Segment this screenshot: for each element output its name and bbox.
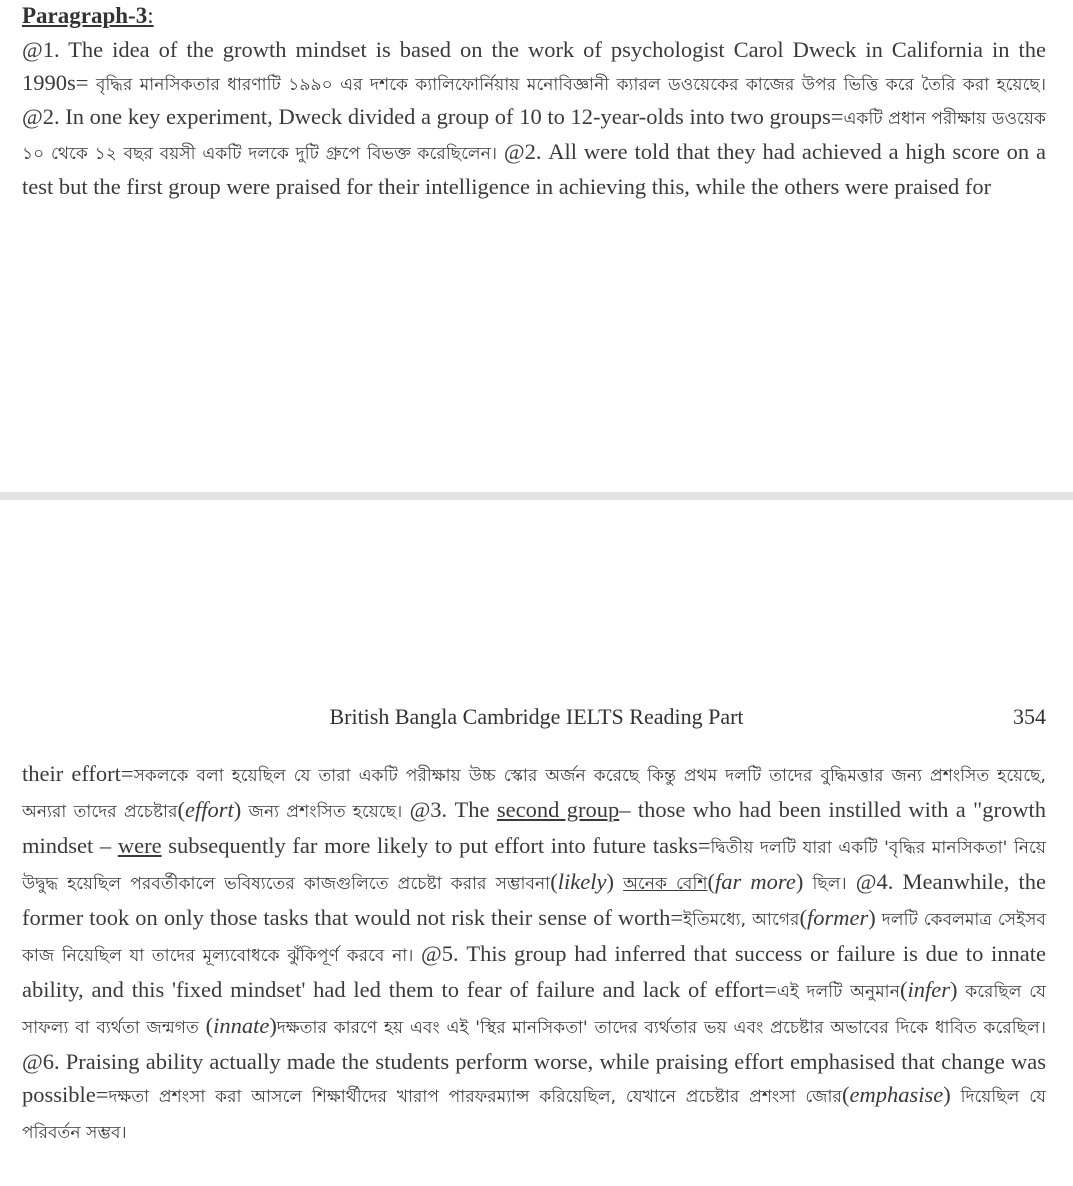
bangla-text-segment: একটি প্রধান পরীক্ষায় ডওয়েক ১০ থেকে ১২ বছর বয়সী একটি দলকে দুটি গ্রুপে বিভক্ত করেছিলেন।: [22, 109, 1046, 165]
english-text-segment: (: [899, 977, 908, 1002]
english-text-segment: @4. Meanwhile, the former took on only those tasks that would not risk their sense of worth=: [22, 869, 1046, 930]
bangla-text-segment: করেছিল যে সাফল্য বা ব্যর্থতা জন্মগত: [22, 982, 1046, 1038]
bangla-text-segment: বৃদ্ধির মানসিকতার ধারণাটি ১৯৯০ এর দশকে ক্যালিফোর্নিয়ায় মনোবিজ্ঞানী ক্যারল ডওয়েকের কাজের উপর ভিত্তি করে তৈরি করা হয়েছে।: [95, 74, 1046, 95]
english-text-segment: @2. In one key experiment, Dweck divided a group of 10 to 12-year-olds into two groups=: [22, 104, 844, 130]
italic-term: innate: [213, 1013, 270, 1038]
english-text-segment: (: [550, 869, 558, 894]
english-text-segment: ): [269, 1013, 277, 1038]
italic-term: effort: [185, 797, 234, 822]
english-text-segment: ): [233, 797, 249, 822]
bangla-text-segment: দ্বিতীয় দলটি যারা একটি 'বৃদ্ধির মানসিকতা' নিয়ে উদ্বুদ্ধ হয়েছিল পরবর্তীকালে ভবিষ্যতের কাজগুলিতে প্রচেষ্টা করার সম্ভাবনা: [22, 838, 1046, 894]
running-title: British Bangla Cambridge IELTS Reading Part: [329, 704, 744, 729]
english-text-segment: @2. All were told that they had achieved a high score on a test but the first group were praised for their intelligence in achieving this, while the others were praised for: [22, 139, 1047, 199]
page-top: [0, 0, 1073, 490]
bangla-text-segment: দলটি কেবলমাত্র সেইসব কাজ নিয়েছিল যা তাদের মূল্যবোধকে ঝুঁকিপূর্ণ করবে না।: [22, 910, 1046, 966]
bangla-text-segment: জন্য প্রশংসিত হয়েছে।: [248, 802, 410, 822]
italic-term: likely: [557, 869, 607, 894]
english-text-segment: (: [841, 1082, 850, 1107]
heading-text: Paragraph-3: [22, 3, 148, 28]
paragraph-body-part1: [22, 34, 1046, 204]
bangla-text-segment: অনেক বেশি: [623, 874, 708, 894]
english-text-segment: @5. This group had inferred that success or failure is due to innate ability, and this 'fixed mindset' had led them to fear of failure and lack of effort=: [22, 941, 1047, 1002]
english-text-segment: @3. The: [409, 797, 497, 822]
paragraph-heading: [22, 3, 154, 29]
english-text-segment: (: [205, 1013, 214, 1038]
english-text-segment: – those who had been instilled with a "growth mindset –: [22, 797, 1046, 858]
bangla-text-segment: দক্ষতা প্রশংসা করা আসলে শিক্ষার্থীদের খারাপ পারফরম্যান্স করিয়েছিল, যেখানে প্রচেষ্টার প্রশংসা জোর: [108, 1087, 842, 1107]
english-text-segment: their effort=: [22, 761, 134, 786]
italic-term: former: [807, 905, 869, 930]
page-divider: [0, 492, 1073, 500]
english-text-segment: @1. The idea of the growth mindset is based on the work of psychologist Carol Dweck in California in the 1990s=: [22, 37, 1046, 95]
heading-colon: :: [147, 3, 154, 28]
english-text-segment: ): [949, 977, 966, 1002]
italic-term: emphasise: [849, 1082, 944, 1107]
english-text-segment: (: [707, 869, 716, 894]
bangla-text-segment: ছিল।: [812, 874, 856, 894]
english-text-segment: (: [799, 905, 808, 930]
english-text-segment: subsequently far more likely to put effort into future tasks=: [161, 833, 711, 858]
bangla-text-segment: এই দলটি অনুমান: [776, 982, 900, 1002]
english-text-segment: @6. Praising ability actually made the students perform worse, while praising effort emphasised that change was possible=: [22, 1049, 1046, 1107]
bangla-text-segment: সকলকে বলা হয়েছিল যে তারা একটি পরীক্ষায় উচ্চ স্কোর অর্জন করেছে কিন্তু প্রথম দলটি তাদের বুদ্ধিমত্তার জন্য প্রশংসিত হয়েছে, অন্যরা তাদের প্রচেষ্টার: [22, 766, 1047, 822]
bangla-text-segment: ইতিমধ্যে, আগের: [683, 910, 800, 930]
page-number: 354: [1013, 704, 1046, 729]
english-text-segment: ): [868, 905, 882, 930]
paragraph-body-part2: [22, 757, 1046, 1150]
underlined-text: second group: [496, 797, 620, 822]
underlined-text: were: [117, 833, 162, 858]
bangla-text-segment: দিয়েছিল যে পরিবর্তন সম্ভব।: [22, 1087, 1046, 1143]
english-text-segment: (: [177, 797, 186, 822]
italic-term: infer: [907, 977, 950, 1002]
english-text-segment: ): [943, 1082, 961, 1107]
english-text-segment: ): [606, 869, 624, 894]
bangla-text-segment: দক্ষতার কারণে হয় এবং এই 'স্থির মানসিকতা' তাদের ব্যর্থতার ভয় এবং প্রচেষ্টার অভাবের দিকে ধাবিত করেছিল।: [276, 1018, 1046, 1038]
italic-term: far more: [715, 869, 796, 894]
english-text-segment: ): [795, 869, 813, 894]
